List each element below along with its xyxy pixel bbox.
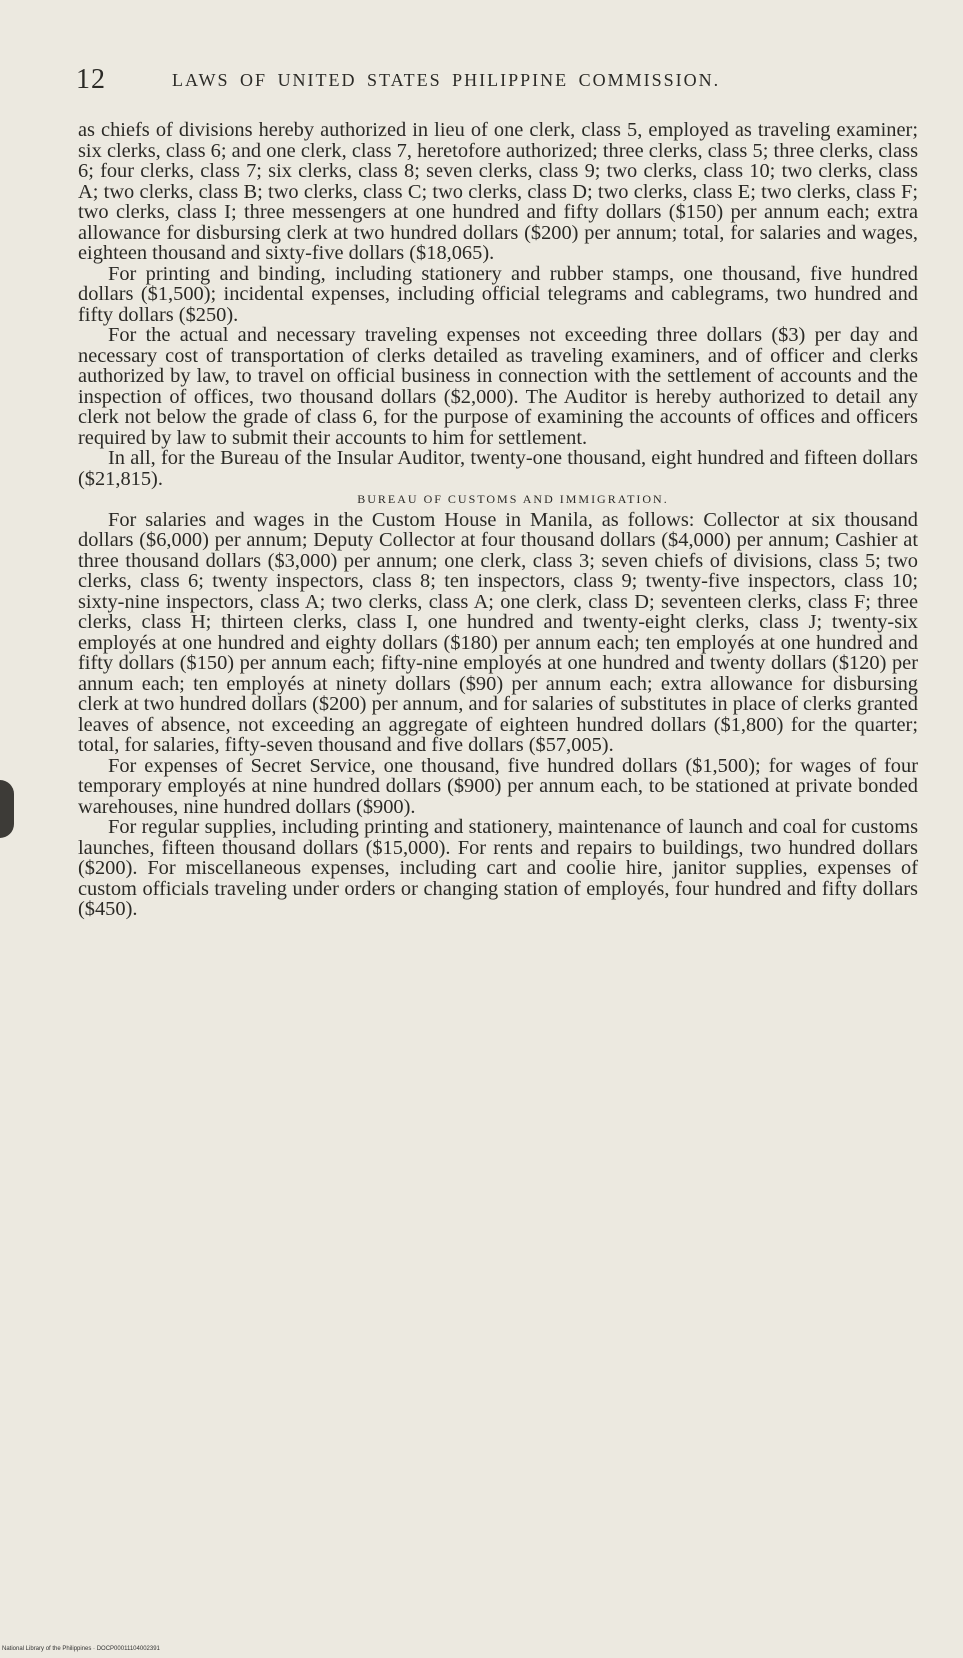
paragraph: as chiefs of divisions hereby authorized in lieu of one clerk, class 5, employed as traveling examiner; six clerks, class 6; and one clerk, class 7, heretofore authorized; three clerks, class 5; three clerks, class 6; four clerks, class 7; six clerks, class 8; seven clerks, class 9; two clerks, class 10; two clerks, class A; two clerks, class B; two clerks, class C; two clerks, class D; two clerks, class E; two clerks, class F; two clerks, class I; three messengers at one hundred and fifty dollars ($150) per annum each; extra allowance for disbursing clerk at two hundred dollars ($200) per annum; total, for salaries and wages, eighteen thousand and sixty-five dollars ($18,065).: [78, 119, 918, 264]
scan-source-note: National Library of the Philippines · DOCP00011104002391: [2, 1646, 160, 1652]
paragraph: For expenses of Secret Service, one thousand, five hundred dollars ($1,500); for wages of four temporary employés at nine hundred dollars ($900) per annum each, to be stationed at private bonded warehouses, nine hundred dollars ($900).: [78, 754, 918, 818]
page-edge-mark: [0, 780, 14, 838]
paragraph: For printing and binding, including stationery and rubber stamps, one thousand, five hundred dollars ($1,500); incidental expenses, including official telegrams and cablegrams, two hundred and fifty dollars ($250).: [78, 262, 918, 326]
paragraph: For salaries and wages in the Custom House in Manila, as follows: Collector at six thousand dollars ($6,000) per annum; Deputy Collector at four thousand dollars ($4,000) per annum; Cashier at three thousand dollars ($3,000) per annum; one clerk, class 3; seven chiefs of divisions, class 5; two clerks, class 6; twenty inspectors, class 8; ten inspectors, class 9; twenty-five inspectors, class 10; sixty-nine inspectors, class A; two clerks, class A; one clerk, class D; seventeen clerks, class F; three clerks, class H; thirteen clerks, class I, one hundred and twenty-eight clerks, class J; twenty-six employés at one hundred and eighty dollars ($180) per annum each; ten employés at one hundred and fifty dollars ($150) per annum each; fifty-nine employés at one hundred and twenty dollars ($120) per annum each; ten employés at ninety dollars ($90) per annum each; extra allowance for disbursing clerk at two hundred dollars ($200) per annum, and for salaries of substitutes in place of clerks granted leaves of absence, not exceeding an aggregate of eighteen hundred dollars ($1,800) for the quarter; total, for salaries, fifty-seven thousand and five dollars ($57,005).: [78, 508, 918, 756]
running-head: [76, 62, 916, 98]
running-title: LAWS OF UNITED STATES PHILIPPINE COMMISSION.: [172, 70, 721, 90]
body-text: [78, 120, 918, 920]
paragraph: In all, for the Bureau of the Insular Auditor, twenty-one thousand, eight hundred and fifteen dollars ($21,815).: [78, 447, 918, 490]
paragraph: For the actual and necessary traveling expenses not exceeding three dollars ($3) per day and necessary cost of transportation of clerks detailed as traveling examiners, and of officer and clerks authorized by law, to travel on official business in connection with the settlement of accounts and the inspection of offices, two thousand dollars ($2,000). The Auditor is hereby authorized to detail any clerk not below the grade of class 6, for the purpose of examining the accounts of offices and officers required by law to submit their accounts to him for settlement.: [78, 324, 918, 449]
page-number: 12: [76, 64, 106, 95]
section-heading: BUREAU OF CUSTOMS AND IMMIGRATION.: [357, 492, 669, 506]
paragraph: For regular supplies, including printing and stationery, maintenance of launch and coal for customs launches, fifteen thousand dollars ($15,000). For rents and repairs to buildings, two hundred dollars ($200). For miscellaneous expenses, including cart and coolie hire, janitor supplies, expenses of custom officials traveling under orders or changing station of employés, four hundred and fifty dollars ($450).: [78, 816, 918, 920]
